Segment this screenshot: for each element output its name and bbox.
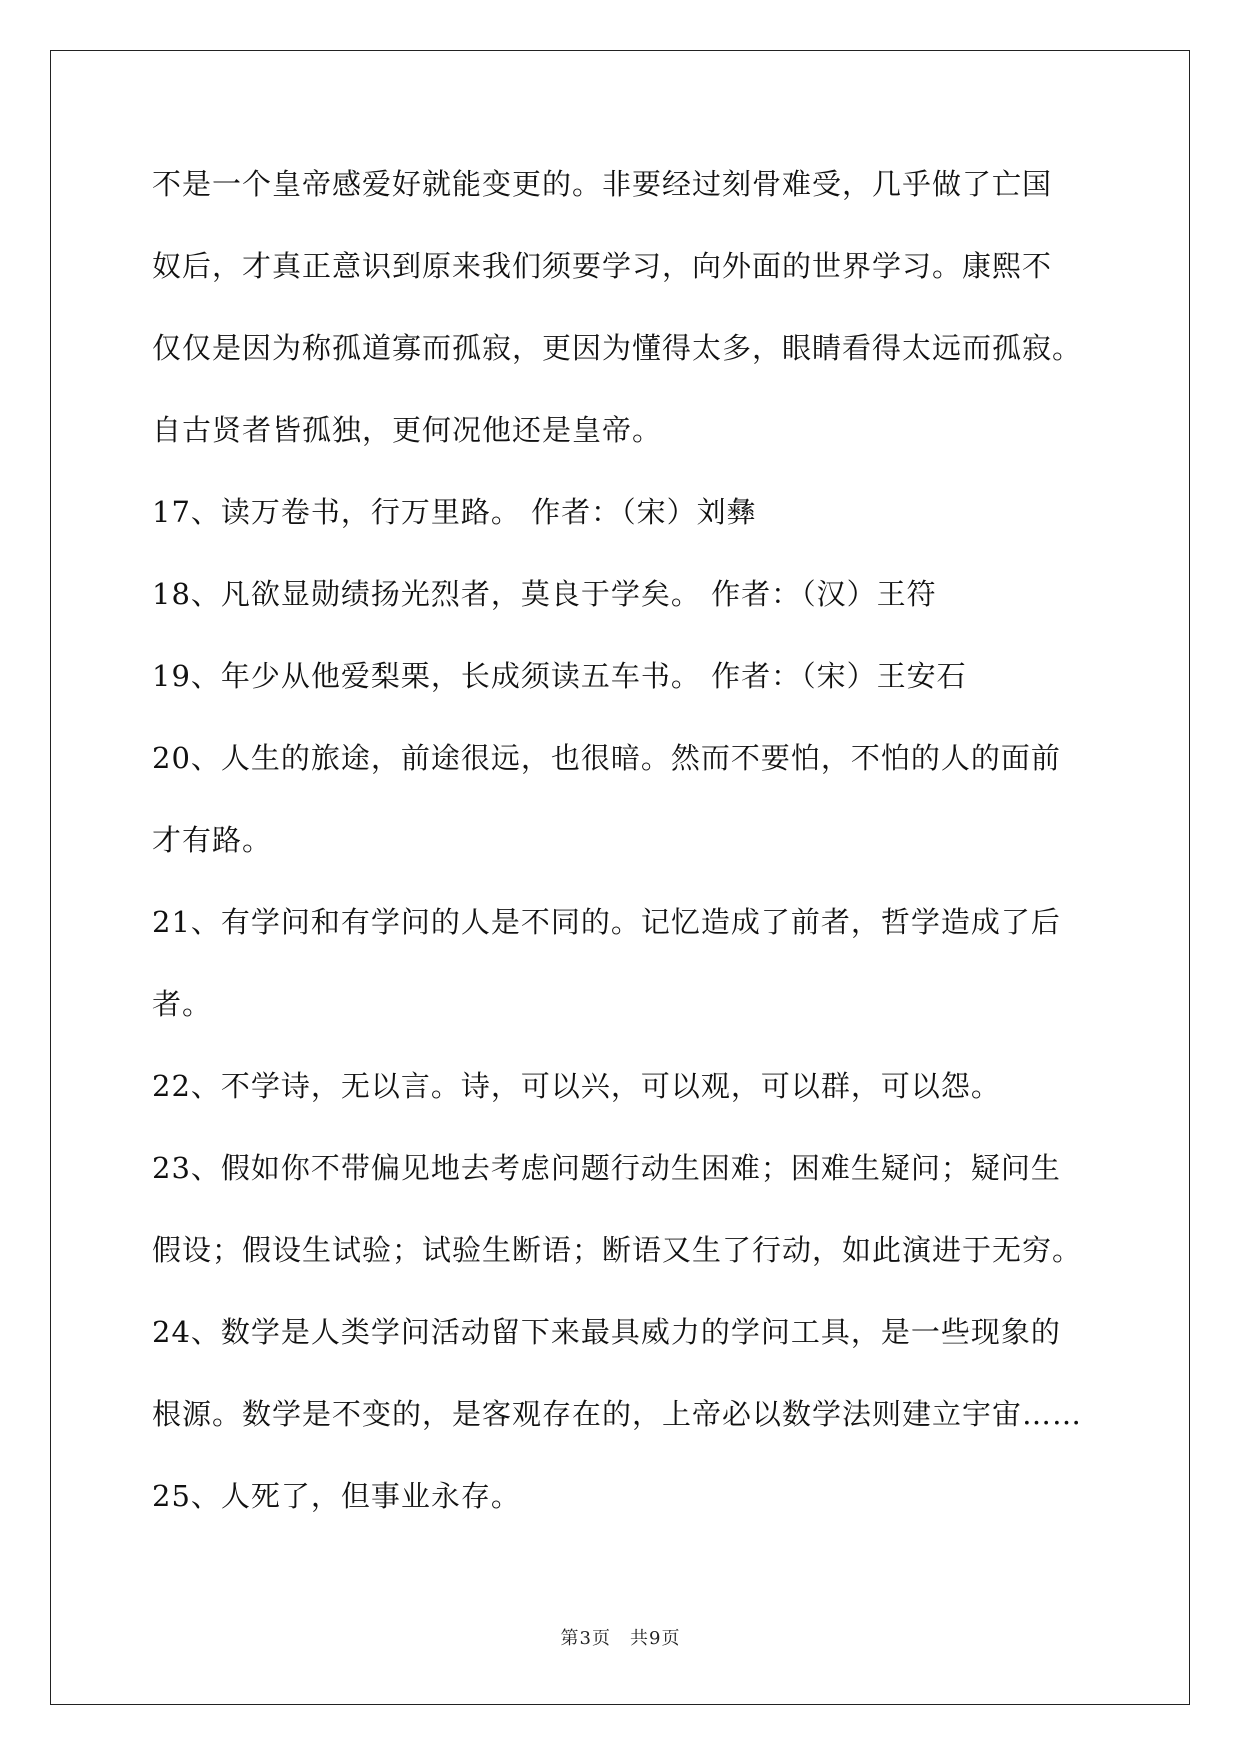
page-number-footer: 第3页 共9页 (560, 1628, 681, 1649)
quote-item-21: 21、有学问和有学问的人是不同的。记忆造成了前者，哲学造成了后 (152, 905, 1061, 939)
text-line: 自古贤者皆孤独，更何况他还是皇帝。 (152, 413, 663, 447)
quote-item-22: 22、不学诗，无以言。诗，可以兴，可以观，可以群，可以怨。 (152, 1069, 1001, 1103)
quote-item-17: 17、读万卷书，行万里路。 作者：（宋）刘彝 (152, 495, 757, 529)
quote-item-20: 20、人生的旅途，前途很远，也很暗。然而不要怕，不怕的人的面前 (152, 741, 1061, 775)
text-line: 不是一个皇帝感爱好就能变更的。非要经过刻骨难受，几乎做了亡国 (152, 167, 1053, 201)
text-line: 仅仅是因为称孤道寡而孤寂，更因为懂得太多，眼睛看得太远而孤寂。 (152, 331, 1083, 365)
quote-item-23: 23、假如你不带偏见地去考虑问题行动生困难；困难生疑问；疑问生 (152, 1151, 1061, 1185)
quote-item-24: 24、数学是人类学问活动留下来最具威力的学问工具，是一些现象的 (152, 1315, 1061, 1349)
text-line: 者。 (152, 987, 213, 1021)
quote-item-18: 18、凡欲显勋绩扬光烈者，莫良于学矣。 作者：（汉）王符 (152, 577, 937, 611)
quote-item-19: 19、年少从他爱梨栗，长成须读五车书。 作者：（宋）王安石 (152, 659, 967, 693)
document-body (152, 162, 1097, 1556)
text-line: 根源。数学是不变的，是客观存在的，上帝必以数学法则建立宇宙…… (152, 1397, 1083, 1431)
quote-item-25: 25、人死了，但事业永存。 (152, 1479, 521, 1513)
text-line: 假设；假设生试验；试验生断语；断语又生了行动，如此演进于无穷。 (152, 1233, 1083, 1267)
text-line: 奴后，才真正意识到原来我们须要学习，向外面的世界学习。康熙不 (152, 249, 1053, 283)
text-line: 才有路。 (152, 823, 273, 857)
